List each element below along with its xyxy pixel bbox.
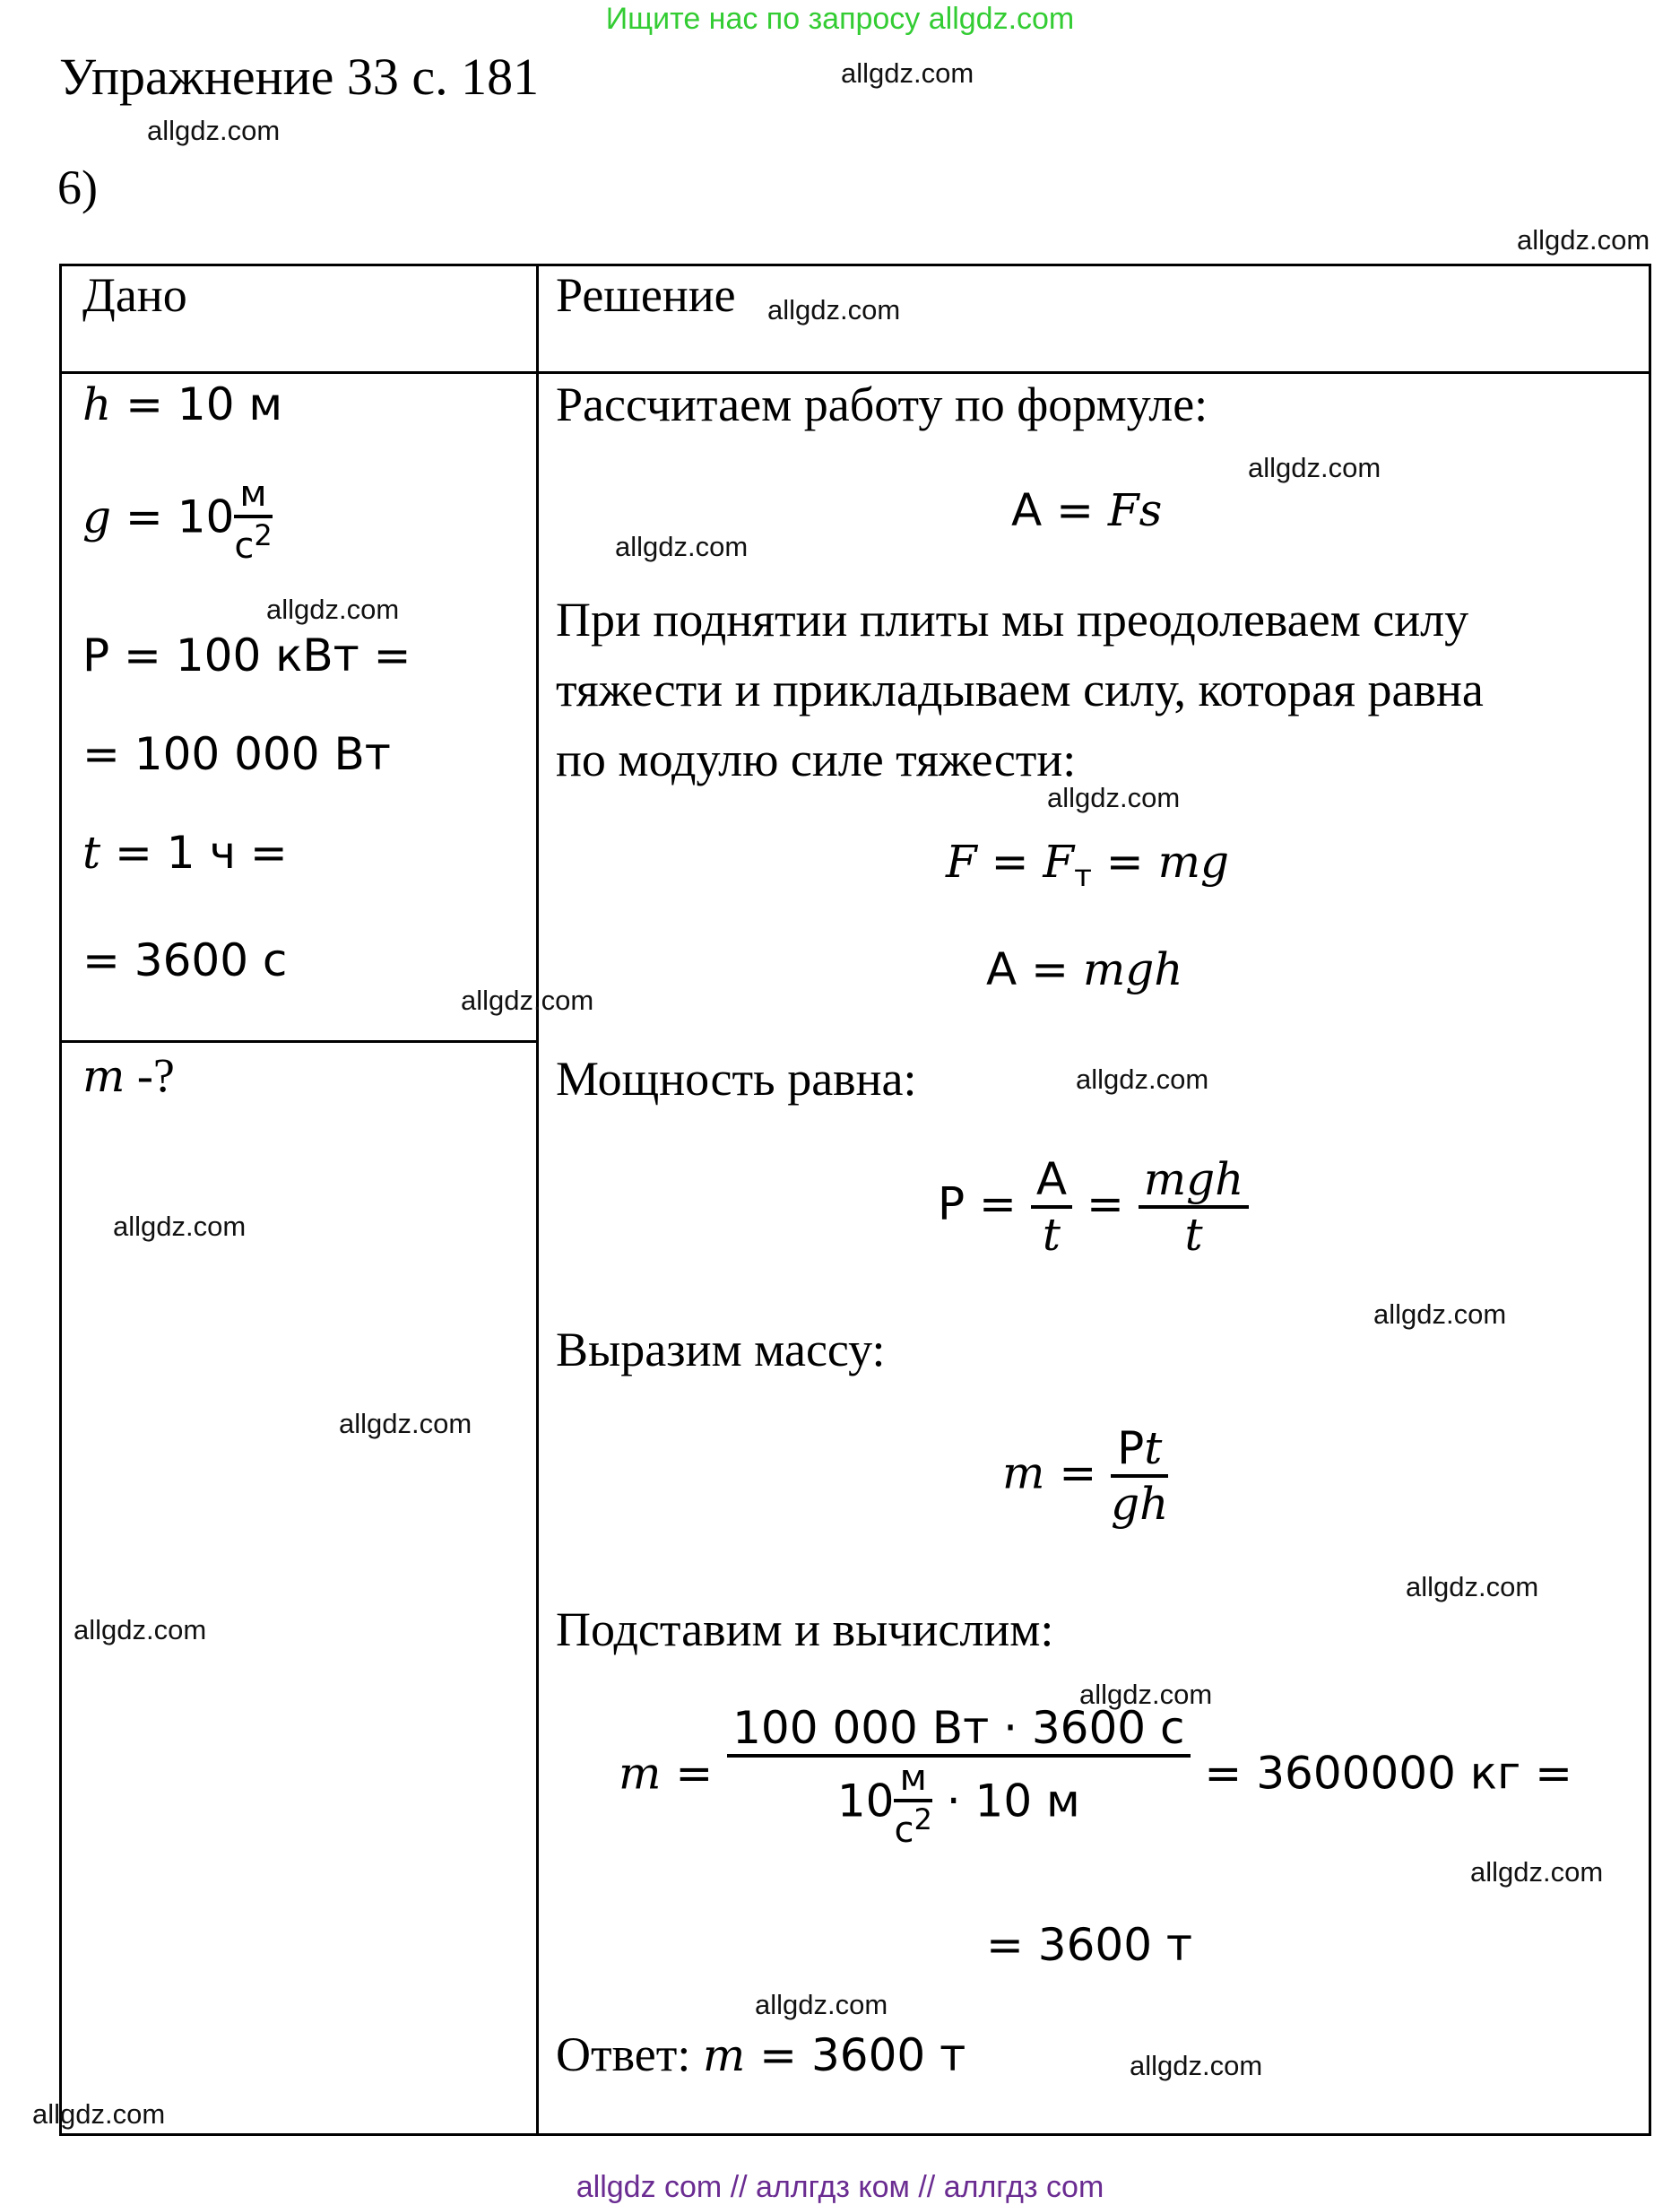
given-power-converted: = 100 000 Вт <box>82 728 391 780</box>
watermark: allgdz.com <box>1373 1298 1507 1330</box>
watermark: allgdz.com <box>1047 782 1181 813</box>
watermark: allgdz.com <box>74 1614 207 1645</box>
header-solution: Решение <box>556 268 736 322</box>
watermark: allgdz.com <box>461 985 594 1016</box>
solution-step-express-mass: Выразим массу: <box>556 1323 886 1376</box>
watermark: allgdz.com <box>339 1408 472 1439</box>
find-mass: m -? <box>82 1048 175 1102</box>
given-gravity: g = 10 $\frac{м}{с^2}$ <box>82 473 273 567</box>
formula-power: P = $\frac{A}{t}$ = $\frac{\text{mgh}}{t}$ <box>938 1153 1249 1261</box>
solution-step-power: Мощность равна: <box>556 1052 917 1106</box>
header-given: Дано <box>82 268 187 322</box>
given-divider <box>59 1040 539 1043</box>
watermark: allgdz.com <box>1517 224 1650 256</box>
watermark: allgdz.com <box>767 294 901 326</box>
solution-text-line1: При поднятии плиты мы преодолеваем силу <box>556 593 1469 647</box>
watermark: allgdz.com <box>1130 2050 1263 2081</box>
column-divider <box>536 264 539 2136</box>
watermark: allgdz.com <box>615 531 749 562</box>
watermark: allgdz.com <box>755 1989 888 2020</box>
formula-calculation: m = 100 000 Вт · 3600 с 10 $\frac{м}{с^2}$ · 10 м = 3600000 кг = <box>619 1702 1573 1851</box>
watermark: allgdz.com <box>1079 1679 1213 1710</box>
formula-work-mgh: A = mgh <box>986 943 1183 995</box>
solution-text-line2: тяжести и прикладываем силу, которая равна <box>556 663 1484 716</box>
formula-work: A = Fs <box>1011 484 1163 536</box>
formula-mass: m = $\frac{Pt}{gh}$ <box>1002 1422 1169 1530</box>
watermark: allgdz.com <box>1076 1063 1209 1095</box>
watermark: allgdz.com <box>147 115 281 146</box>
solution-step-work: Рассчитаем работу по формуле: <box>556 378 1208 431</box>
given-time: t = 1 ч = <box>82 827 288 879</box>
watermark: allgdz.com <box>113 1211 247 1242</box>
solution-table <box>59 264 1651 2136</box>
watermark: allgdz.com <box>1470 1856 1604 1888</box>
solution-step-calculate: Подставим и вычислим: <box>556 1602 1054 1656</box>
solution-text-line3: по модулю силе тяжести: <box>556 733 1077 786</box>
watermark: allgdz.com <box>1248 452 1381 483</box>
formula-result-tonnes: = 3600 т <box>986 1919 1193 1971</box>
bottom-site-links[interactable]: allgdz com // аллгдз ком // аллгдз com <box>576 2170 1104 2204</box>
header-divider <box>59 371 1651 374</box>
watermark: allgdz.com <box>266 594 400 625</box>
task-part-number: 6) <box>57 161 98 214</box>
given-power: P = 100 кВт = <box>82 629 411 681</box>
given-height: h = 10 м <box>82 378 283 430</box>
top-search-link[interactable]: Ищите нас по запросу allgdz.com <box>605 2 1075 36</box>
page-title: Упражнение 33 с. 181 <box>59 48 540 106</box>
watermark: allgdz.com <box>32 2098 166 2130</box>
watermark: allgdz.com <box>1406 1571 1539 1602</box>
given-time-converted: = 3600 с <box>82 934 288 986</box>
formula-force: $F = F_т$ = mg <box>946 836 1230 894</box>
watermark: allgdz.com <box>841 57 974 89</box>
answer: Ответ: m = 3600 т <box>556 2027 966 2081</box>
